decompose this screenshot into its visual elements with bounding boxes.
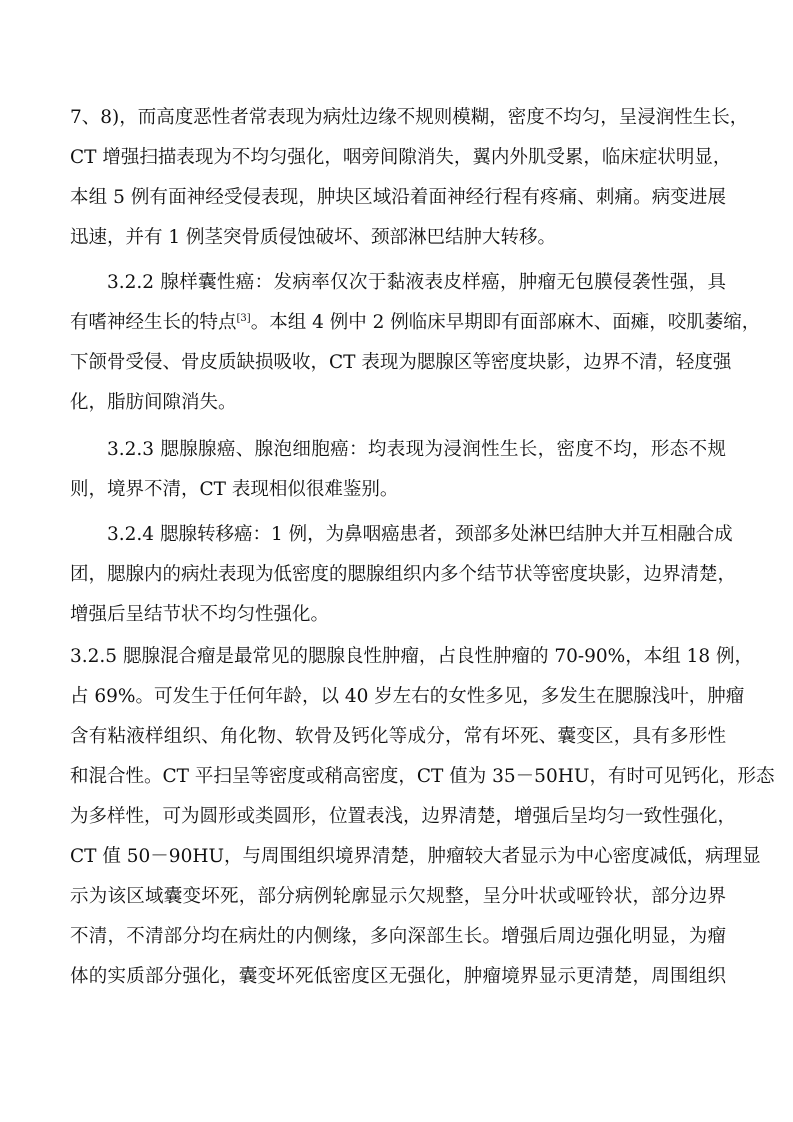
text-line: CT 值 50－90HU，与周围组织境界清楚，肿瘤较大者显示为中心密度减低，病理显 <box>70 846 761 867</box>
text-line: 下颌骨受侵、骨皮质缺损吸收，CT 表现为腮腺区等密度块影，边界不清，轻度强 <box>70 352 732 373</box>
text-line: 含有粘液样组织、角化物、软骨及钙化等成分，常有坏死、囊变区，具有多形性 <box>70 726 726 747</box>
text-line-with-citation <box>70 311 761 335</box>
text-line: 7、8)，而高度恶性者常表现为病灶边缘不规则模糊，密度不均匀，呈浸润性生长， <box>70 107 749 128</box>
text-line: 体的实质部分强化，囊变坏死低密度区无强化，肿瘤境界显示更清楚，周围组织 <box>70 966 726 987</box>
text-line: 化，脂肪间隙消失。 <box>70 392 237 413</box>
text-segment: 有嗜神经生长的特点 <box>70 312 237 333</box>
text-segment: 。本组 4 例中 2 例临床早期即有面部麻木、面瘫，咬肌萎缩， <box>250 312 761 333</box>
text-line: 增强后呈结节状不均匀性强化。 <box>70 604 330 625</box>
text-line: 本组 5 例有面神经受侵表现，肿块区域沿着面神经行程有疼痛、刺痛。病变进展 <box>70 187 726 208</box>
text-line: 迅速，并有 1 例茎突骨质侵蚀破坏、颈部淋巴结肿大转移。 <box>70 227 557 248</box>
text-line: 团，腮腺内的病灶表现为低密度的腮腺组织内多个结节状等密度块影，边界清楚， <box>70 564 737 585</box>
text-line: CT 增强扫描表现为不均匀强化，咽旁间隙消失，翼内外肌受累，临床症状明显， <box>70 147 732 168</box>
text-line: 和混合性。CT 平扫呈等密度或稍高密度，CT 值为 35－50HU，有时可见钙化，形态 <box>70 766 775 787</box>
text-line: 不清，不清部分均在病灶的内侧缘，多向深部生长。增强后周边强化明显，为瘤 <box>70 926 726 947</box>
text-line: 示为该区域囊变坏死，部分病例轮廓显示欠规整，呈分叶状或哑铃状，部分边界 <box>70 886 726 907</box>
text-line: 为多样性，可为圆形或类圆形，位置表浅，边界清楚，增强后呈均匀一致性强化， <box>70 806 737 827</box>
text-line: 占 69%。可发生于任何年龄，以 40 岁左右的女性多见，多发生在腮腺浅叶，肿瘤 <box>70 686 745 707</box>
text-line: 则，境界不清，CT 表现相似很难鉴别。 <box>70 479 399 500</box>
section-3-2-5-heading-line: 3.2.5 腮腺混合瘤是最常见的腮腺良性肿瘤，占良性肿瘤的 70-90%，本组 18 例， <box>70 646 754 667</box>
section-3-2-2-heading-line: 3.2.2 腺样囊性癌：发病率仅次于黏液表皮样癌，肿瘤无包膜侵袭性强，具 <box>107 272 726 293</box>
section-3-2-4-heading-line: 3.2.4 腮腺转移癌：1 例，为鼻咽癌患者，颈部多处淋巴结肿大并互相融合成 <box>107 524 733 545</box>
citation-ref: [3] <box>236 313 251 324</box>
section-3-2-3-heading-line: 3.2.3 腮腺腺癌、腺泡细胞癌：均表现为浸润性生长，密度不均，形态不规 <box>107 439 726 460</box>
